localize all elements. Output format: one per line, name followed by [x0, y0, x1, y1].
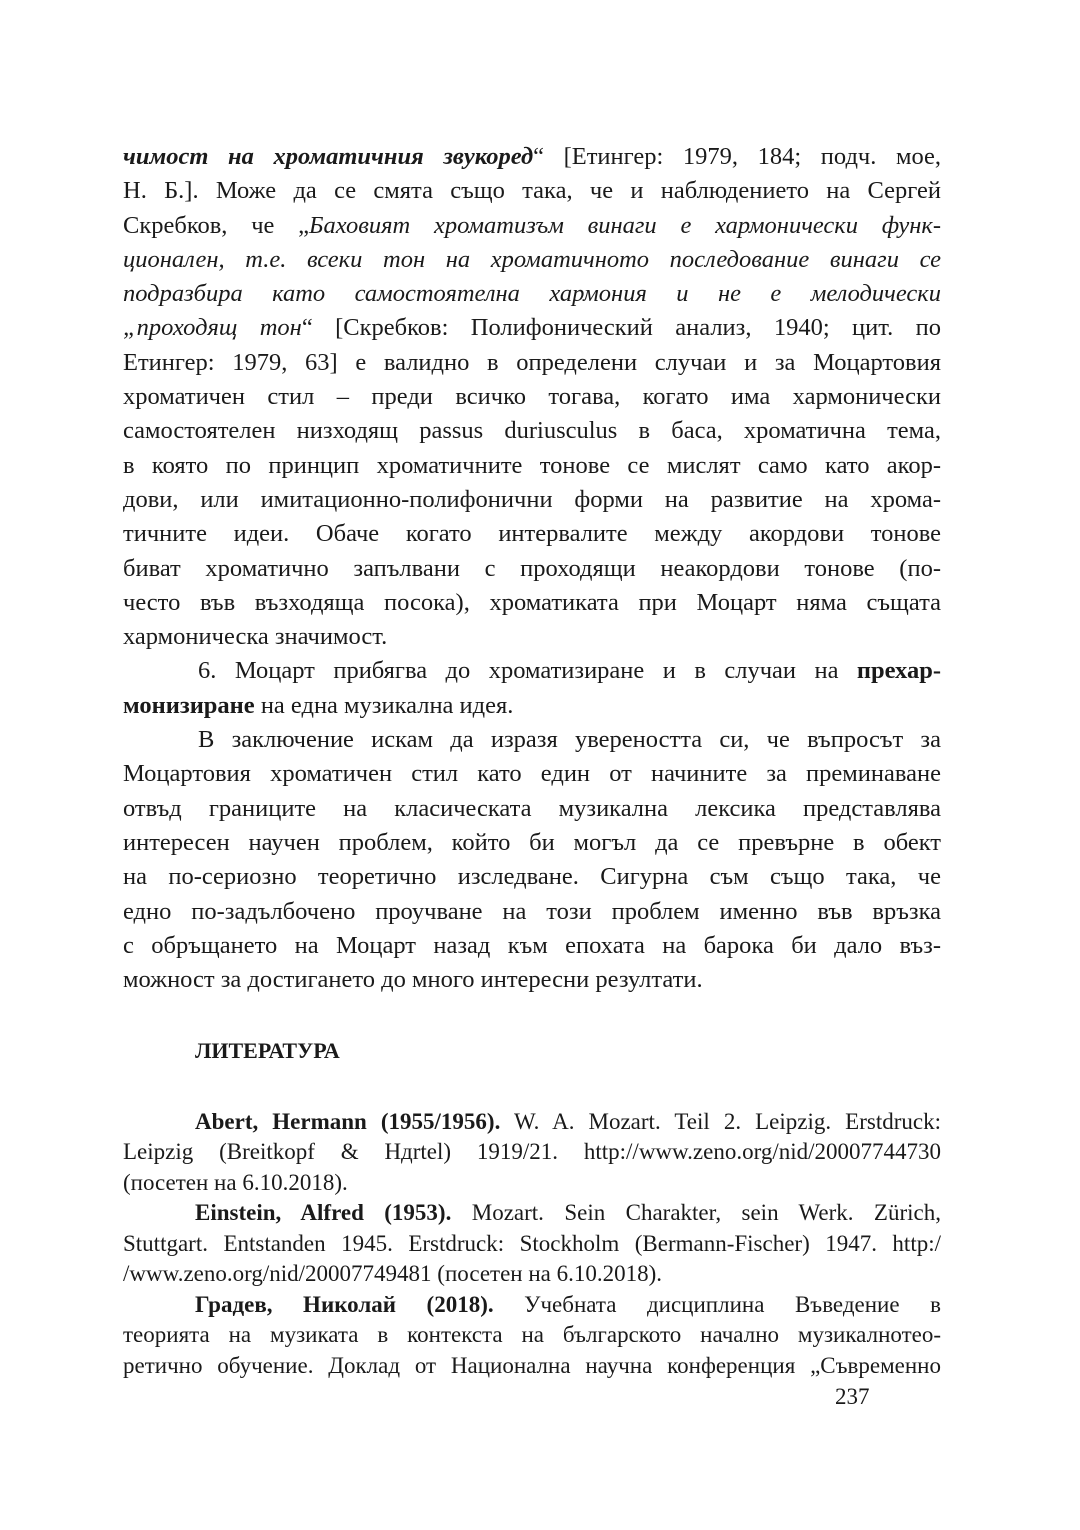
text-line: хроматичен стил – преди всичко тогава, когато има хармонически [123, 383, 941, 411]
reference-line: Stuttgart. Entstanden 1945. Erstdruck: Stockholm (Bermann-Fischer) 1947. http:/ [123, 1230, 941, 1256]
text-span: на една музикална идея. [254, 691, 514, 719]
text-line: отвъд границите на класическата музикална лексика представлява [123, 794, 941, 822]
text-line: Н. Б.]. Може да се смята също така, че и наблюдението на Сергей [123, 177, 941, 205]
text-line: самостоятелен низходящ passus duriusculus в баса, хроматична тема, [123, 417, 941, 445]
reference-line: Leipzig (Breitkopf & Hдrtel) 1919/21. http://www.zeno.org/nid/20007744730 [123, 1139, 941, 1165]
reference-line [123, 1107, 941, 1138]
quote-span: Баховият хроматизъм винаги е хармонически функ- [309, 211, 941, 239]
reference-author: Einstein, Alfred (1953). [195, 1200, 452, 1226]
emphasis: прехар- [856, 657, 941, 685]
text-line: В заключение искам да изразя увереността си, че въпросът за [198, 726, 941, 754]
quote-span: „проходящ тон [123, 314, 302, 342]
reference-author: Abert, Hermann (1955/1956). [195, 1108, 501, 1134]
spacer [123, 997, 941, 1034]
page-number: 237 [835, 1384, 870, 1409]
text-span: “ [Скребков: Полифонический анализ, 1940; цит. по [301, 314, 942, 342]
text-line: можност за достигането до много интересни резултати. [123, 966, 703, 994]
reference-line: /www.zeno.org/nid/20007749481 (посетен на 6.10.2018). [123, 1261, 663, 1287]
references-heading: ЛИТЕРАТУРА [195, 1038, 340, 1064]
reference-line [123, 1290, 941, 1321]
text-line: биват хроматично запълвани с проходящи неакордови тонове (по- [123, 554, 941, 582]
text-line: едно по-задълбочено проучване на този проблем именно във връзка [123, 897, 941, 925]
text-line: интересен научен проблем, който би могъл да се превърне в обект [123, 828, 941, 856]
text-line: често във възходяща посока), хроматиката при Моцарт няма същата [123, 588, 941, 616]
text-span: 6. Моцарт прибягва до хроматизиране и в случаи на [198, 657, 857, 685]
reference-line: ретично обучение. Доклад от Национална научна конференция „Съвременно [123, 1352, 941, 1378]
text-line [123, 689, 941, 723]
main-text [123, 140, 941, 1381]
text-line: хармоническа значимост. [123, 623, 388, 651]
text-line [123, 654, 941, 688]
references-list [123, 1107, 941, 1382]
text-line [123, 140, 941, 174]
text-line: с обръщането на Моцарт назад към епохата на барока би дало въз- [123, 931, 941, 959]
reference-line: теорията на музиката в контекста на българското начално музикалнотео- [123, 1322, 941, 1348]
reference-author: Градев, Николай (2018). [195, 1291, 494, 1317]
text-span: Учебната дисциплина Въведение в [493, 1291, 941, 1317]
text-span: “ [Етингер: 1979, 184; подч. мое, [533, 143, 941, 170]
reference-line [123, 1198, 941, 1229]
text-span: W. A. Mozart. Teil 2. Leipzig. Erstdruck: [500, 1108, 941, 1134]
text-line: ционален, т.е. всеки тон на хроматичното последование винаги се [123, 245, 941, 273]
text-line: в която по принцип хроматичните тонове се мислят само като акор- [123, 451, 941, 479]
emphasis: монизиране [123, 691, 255, 719]
emphasis: чимост на хроматичния звукоред [123, 143, 534, 170]
text-line: подразбира като самостоятелна хармония и не е мелодически [123, 280, 941, 308]
text-line: Етингер: 1979, 63] е валидно в определени случаи и за Моцартовия [123, 348, 941, 376]
text-line [123, 209, 941, 243]
text-line: тичните идеи. Обаче когато интервалите между акордови тонове [123, 520, 941, 548]
text-span: Скребков, че „ [123, 211, 310, 239]
text-line [123, 311, 941, 345]
text-span: Mozart. Sein Charakter, sein Werk. Zürich, [451, 1200, 941, 1226]
text-line: дови, или имитационно-полифонични форми на развитие на хрома- [123, 485, 941, 513]
reference-line: (посетен на 6.10.2018). [123, 1169, 348, 1195]
text-line: на по-сериозно теоретично изследване. Сигурна съм също така, че [123, 863, 941, 891]
text-line: Моцартовия хроматичен стил като един от начините за преминаване [123, 760, 941, 788]
spacer [123, 1069, 941, 1107]
